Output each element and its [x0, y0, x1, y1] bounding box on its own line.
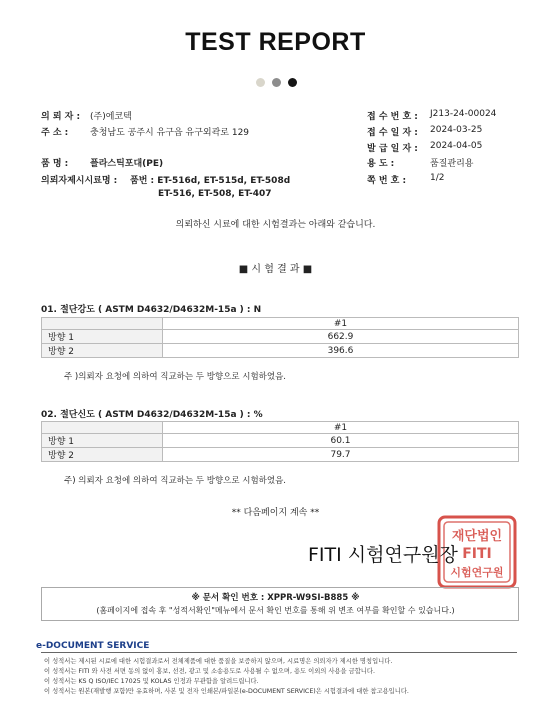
test1-table: [41, 317, 519, 358]
svg-text:시험연구원: 시험연구원: [450, 566, 504, 579]
test1-col-header: #1: [163, 318, 519, 330]
test1-row1-label: 방향 1: [42, 330, 163, 344]
receipt-no-label: 접 수 번 호 :: [367, 112, 418, 122]
intro-text: 의뢰하신 시료에 대한 시험결과는 아래와 같습니다.: [175, 220, 376, 230]
test2-header-blank: [42, 422, 163, 434]
table-row: [42, 448, 519, 462]
test1-row2-label: 방향 2: [42, 344, 163, 358]
test1-note: 주 )의뢰자 요청에 의하여 직교하는 두 방향으로 시험하였음.: [64, 372, 286, 382]
continued-text: ** 다음페이지 계속 **: [231, 508, 320, 518]
test2-row1-label: 방향 1: [42, 434, 163, 448]
product-label: 품 명 :: [41, 159, 69, 169]
test1-header-blank: [42, 318, 163, 330]
purpose-label: 용 도 :: [367, 159, 395, 169]
footer-line-4: 이 성적서는 원본(재발행 포함)만 유효하며, 사본 및 전자 인쇄본/파일본(e-DOCUMENT SERVICE)은 시험결과에 대한 참고용입니다.: [44, 688, 409, 695]
title-dots: [256, 72, 304, 91]
results-heading: ■ 시 험 결 과 ■: [238, 264, 313, 275]
signature: FITI 시험연구원장: [308, 544, 458, 566]
address-label: 주 소 :: [41, 128, 69, 138]
footer-line-2: 이 성적서는 FITI 와 사전 서면 동의 없이 홍보, 선전, 광고 및 소송용도로 사용될 수 없으며, 용도 이외의 사용을 금합니다.: [44, 668, 375, 675]
client-label: 의 뢰 자 :: [41, 112, 81, 122]
svg-text:FITI: FITI: [462, 546, 492, 562]
sample-label: 의뢰자제시시료명 :: [41, 176, 118, 186]
sample-line2: ET-516, ET-508, ET-407: [158, 189, 272, 199]
eds-label: e-DOCUMENT SERVICE: [36, 641, 150, 651]
doc-check-number: ※ 문서 확인 번호 : XPPR-W9SI-B885 ※: [191, 593, 360, 603]
page-value: 1/2: [430, 173, 445, 183]
dot-black: [288, 78, 297, 87]
receipt-date-value: 2024-03-25: [430, 125, 483, 135]
test2-row2-value: 79.7: [163, 448, 519, 462]
test1-title: 01. 절단강도 ( ASTM D4632/D4632M-15a ) : N: [41, 305, 262, 315]
footer-line-3: 이 성적서는 KS Q ISO/IEC 17025 및 KOLAS 인정과 무관함을 알려드립니다.: [44, 678, 259, 685]
client-value: (주)에코텍: [90, 112, 132, 122]
test2-note: 주) 의뢰자 요청에 의하여 직교하는 두 방향으로 시험하였음.: [64, 476, 286, 486]
page-label: 쪽 번 호 :: [367, 176, 407, 186]
address-value: 충청남도 공주시 유구읍 유구외곽로 129: [90, 128, 250, 138]
test2-table: [41, 421, 519, 462]
doc-check-instruction: (홈페이지에 접속 후 "성적서확인"메뉴에서 문서 확인 번호를 통해 위 변조 여부를 확인할 수 있습니다.): [96, 606, 455, 615]
test2-title: 02. 절단신도 ( ASTM D4632/D4632M-15a ) : %: [41, 410, 263, 420]
table-row: [42, 330, 519, 344]
issue-date-label: 발 급 일 자 :: [367, 144, 418, 154]
receipt-date-label: 접 수 일 자 :: [367, 128, 418, 138]
dot-light: [256, 78, 265, 87]
report-title: TEST REPORT: [185, 28, 366, 56]
test2-row1-value: 60.1: [163, 434, 519, 448]
footer-divider: [41, 652, 517, 653]
product-value: 플라스틱포대(PE): [90, 159, 164, 169]
issue-date-value: 2024-04-05: [430, 141, 483, 151]
footer-line-1: 이 성적서는 제시된 시료에 대한 시험결과로서 전체제품에 대한 품질을 보증하지 않으며, 시료명은 의뢰자가 제시한 명칭입니다.: [44, 658, 393, 665]
table-row: [42, 434, 519, 448]
table-row: [42, 344, 519, 358]
test1-row2-value: 396.6: [163, 344, 519, 358]
dot-gray: [272, 78, 281, 87]
svg-text:재단법인: 재단법인: [451, 529, 503, 544]
test1-row1-value: 662.9: [163, 330, 519, 344]
test2-col-header: #1: [163, 422, 519, 434]
purpose-value: 품질관리용: [430, 159, 474, 169]
receipt-no-value: J213-24-00024: [430, 109, 497, 119]
sample-line1: 품번 : ET-516d, ET-515d, ET-508d: [130, 176, 291, 186]
test2-row2-label: 방향 2: [42, 448, 163, 462]
